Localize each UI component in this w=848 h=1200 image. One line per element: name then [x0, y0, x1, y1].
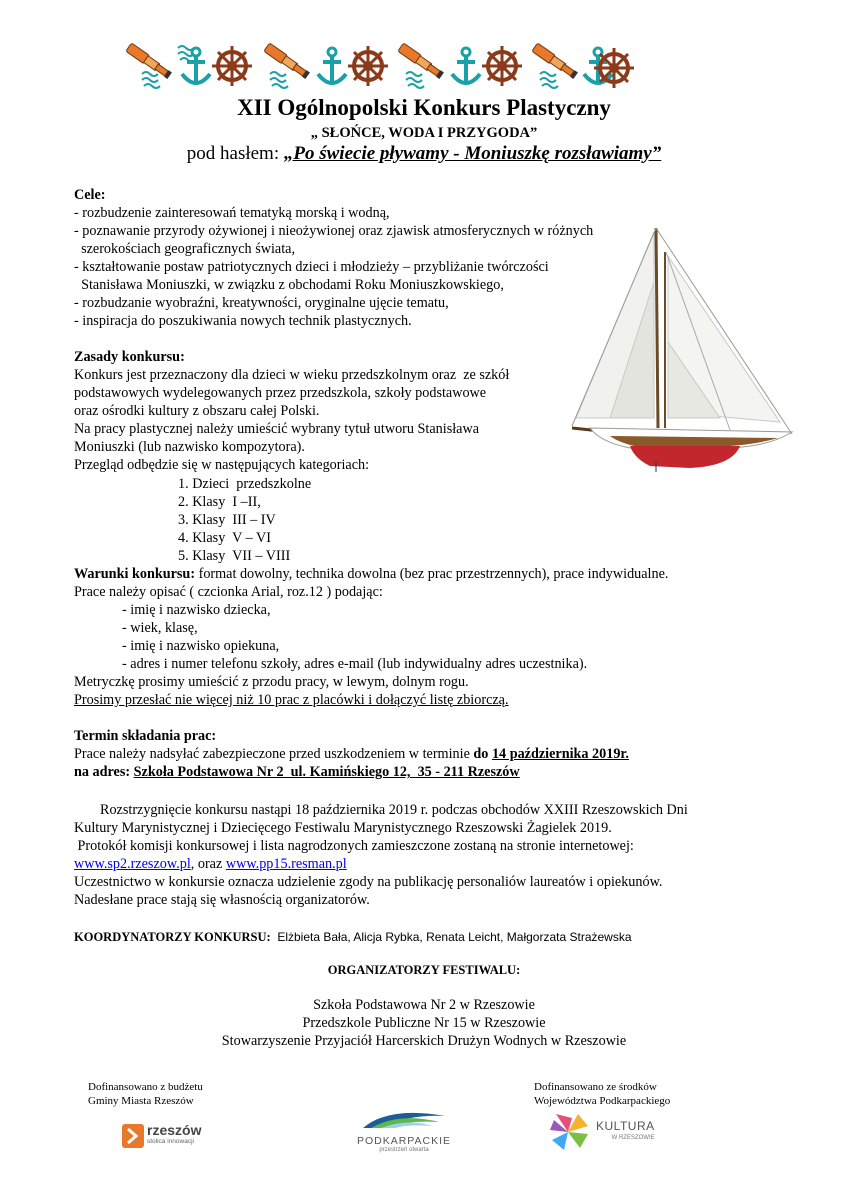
sailboat-illustration — [570, 222, 800, 472]
ship-wheel-icon — [482, 46, 522, 86]
results-line: Nadesłane prace stają się własnością organizatorów. — [74, 892, 370, 908]
goals-heading: Cele: — [74, 187, 106, 203]
goal-item: Stanisława Moniuszki, w związku z obchodami Roku Moniuszkowskiego, — [74, 277, 504, 293]
rules-heading: Zasady konkursu: — [74, 349, 185, 365]
goal-item: - inspiracja do poszukiwania nowych technik plastycznych. — [74, 313, 412, 329]
motto-prefix: pod hasłem: — [186, 143, 284, 164]
rules-line: Przegląd odbędzie się w następujących kategoriach: — [74, 457, 370, 473]
funding-right-line: Dofinansowano ze środków — [534, 1081, 657, 1093]
address-value: Szkoła Podstawowa Nr 2 ul. Kamińskiego 12, 35 - 211 Rzeszów — [133, 764, 520, 780]
rules-line: Moniuszki (lub nazwisko kompozytora). — [74, 439, 305, 455]
category-item: 3. Klasy III – IV — [178, 512, 276, 528]
rzeszow-logo-sub: stolica innowacji — [147, 1138, 194, 1145]
address-line — [74, 763, 520, 781]
conditions-line — [74, 565, 668, 583]
limit-note: Prosimy przesłać nie więcej niż 10 prac z placówki i dołączyć listę zbiorczą. — [74, 692, 509, 708]
deadline-text: Prace należy nadsyłać zabezpieczone przed uszkodzeniem w terminie — [74, 746, 474, 762]
waves-icon — [270, 72, 288, 88]
podkarpackie-logo-icon — [359, 1108, 449, 1130]
address-label: na adres: — [74, 764, 134, 780]
rzeszow-logo — [122, 1124, 201, 1148]
organizer-item: Stowarzyszenie Przyjaciół Harcerskich Drużyn Wodnych w Rzeszowie — [221, 1033, 627, 1049]
results-line: Rozstrzygnięcie konkursu nastąpi 18 października 2019 r. podczas obchodów XXIII Rzeszowskich Dni — [100, 802, 688, 818]
rzeszow-logo-icon — [122, 1124, 144, 1148]
rules-line: Konkurs jest przeznaczony dla dzieci w wieku przedszkolnym oraz ze szkół — [74, 367, 510, 383]
conditions-item: - adres i numer telefonu szkoły, adres e-mail (lub indywidualny adres uczestnika). — [122, 656, 588, 672]
goal-item: - poznawanie przyrody ożywionej i nieożywionej oraz zjawisk atmosferycznych w różnych — [74, 223, 594, 239]
results-line: Kultury Marynistycznej i Dziecięcego Festiwalu Marynistycznego Rzeszowski Żagielek 2019. — [74, 820, 612, 836]
organizer-item: Przedszkole Publiczne Nr 15 w Rzeszowie — [302, 1015, 546, 1031]
link-sp2[interactable]: www.sp2.rzeszow.pl — [74, 856, 191, 872]
page-subtitle: „ SŁOŃCE, WODA I PRZYGODA” — [310, 125, 538, 141]
category-item: 1. Dzieci przedszkolne — [178, 476, 312, 492]
motto-line — [0, 142, 848, 166]
podkarpackie-logo-sub: przestrzeń otwarta — [379, 1147, 429, 1153]
page-title: XII Ogólnopolski Konkurs Plastyczny — [237, 95, 611, 120]
results-line: Uczestnictwo w konkursie oznacza udzielenie zgody na publikację personaliów laureatów i opiekunów. — [74, 874, 663, 890]
rzeszow-logo-text: rzeszów — [147, 1122, 202, 1138]
goal-item: - rozbudzanie wyobraźni, kreatywności, oryginalne ujęcie tematu, — [74, 295, 449, 311]
funding-left-line: Gminy Miasta Rzeszów — [88, 1095, 194, 1107]
conditions-describe: Prace należy opisać ( czcionka Arial, roz.12 ) podając: — [74, 584, 383, 600]
results-line: Protokół komisji konkursowej i lista nagrodzonych zamieszczone zostaną na stronie internetowej: — [74, 838, 634, 854]
goal-item: - kształtowanie postaw patriotycznych dzieci i młodzieży – przybliżanie twórczości — [74, 259, 549, 275]
deadline-date: 14 października 2019r. — [491, 746, 629, 762]
funding-left — [88, 1080, 203, 1108]
coordinators-label: KOORDYNATORZY KONKURSU: — [74, 930, 271, 944]
podkarpackie-logo-text: PODKARPACKIE — [356, 1135, 452, 1147]
goal-item: - rozbudzenie zainteresowań tematyką morską i wodną, — [74, 205, 390, 221]
ship-wheel-icon — [348, 46, 388, 86]
nautical-banner — [118, 38, 638, 94]
funding-right-line: Województwa Podkarpackiego — [534, 1095, 671, 1107]
motto-text: „Po świecie pływamy - Moniuszkę rozsławiamy” — [283, 143, 662, 164]
funding-left-line: Dofinansowano z budżetu — [88, 1081, 203, 1093]
conditions-heading: Warunki konkursu: — [74, 566, 196, 582]
conditions-item: - imię i nazwisko opiekuna, — [122, 638, 280, 654]
rules-line: Na pracy plastycznej należy umieścić wybrany tytuł utworu Stanisława — [74, 421, 480, 437]
category-item: 5. Klasy VII – VIII — [178, 548, 291, 564]
funding-right — [534, 1080, 670, 1108]
rules-line: podstawowych wydelegowanych przez przedszkola, szkoły podstawowe — [74, 385, 487, 401]
anchor-icon — [318, 48, 346, 84]
goal-item: szerokościach geograficznych świata, — [74, 241, 295, 257]
coordinators-line — [74, 928, 632, 946]
link-pp15[interactable]: www.pp15.resman.pl — [225, 856, 347, 872]
rules-line: oraz ośrodki kultury z obszaru całej Polski. — [74, 403, 320, 419]
waves-icon — [540, 72, 558, 88]
deadline-date-prefix: do — [473, 746, 492, 762]
link-separator: , oraz — [190, 856, 226, 872]
conditions-text: format dowolny, technika dowolna (bez prac przestrzennych), prace indywidualne. — [195, 566, 669, 582]
ship-wheel-icon — [594, 48, 634, 88]
kultura-logo-icon — [548, 1112, 590, 1152]
conditions-item: - imię i nazwisko dziecka, — [122, 602, 271, 618]
category-item: 2. Klasy I –II, — [178, 494, 261, 510]
conditions-item: - wiek, klasę, — [122, 620, 198, 636]
ship-wheel-icon — [212, 46, 252, 86]
waves-icon — [142, 72, 160, 88]
kultura-logo — [548, 1112, 655, 1152]
anchor-icon — [452, 48, 480, 84]
coordinators-names: Elżbieta Bała, Alicja Rybka, Renata Leicht, Małgorzata Strażewska — [270, 930, 632, 944]
kultura-logo-text: KULTURA — [596, 1119, 655, 1133]
organizers-heading: ORGANIZATORZY FESTIWALU: — [327, 963, 521, 977]
links-line — [74, 855, 347, 873]
category-item: 4. Klasy V – VI — [178, 530, 272, 546]
label-note: Metryczkę prosimy umieścić z przodu pracy, w lewym, dolnym rogu. — [74, 674, 469, 690]
deadline-heading: Termin składania prac: — [74, 728, 217, 744]
deadline-line — [74, 745, 629, 763]
organizer-item: Szkoła Podstawowa Nr 2 w Rzeszowie — [313, 997, 535, 1013]
waves-icon — [406, 72, 424, 88]
podkarpackie-logo — [348, 1108, 460, 1153]
kultura-logo-sub: W RZESZOWIE — [611, 1135, 655, 1141]
